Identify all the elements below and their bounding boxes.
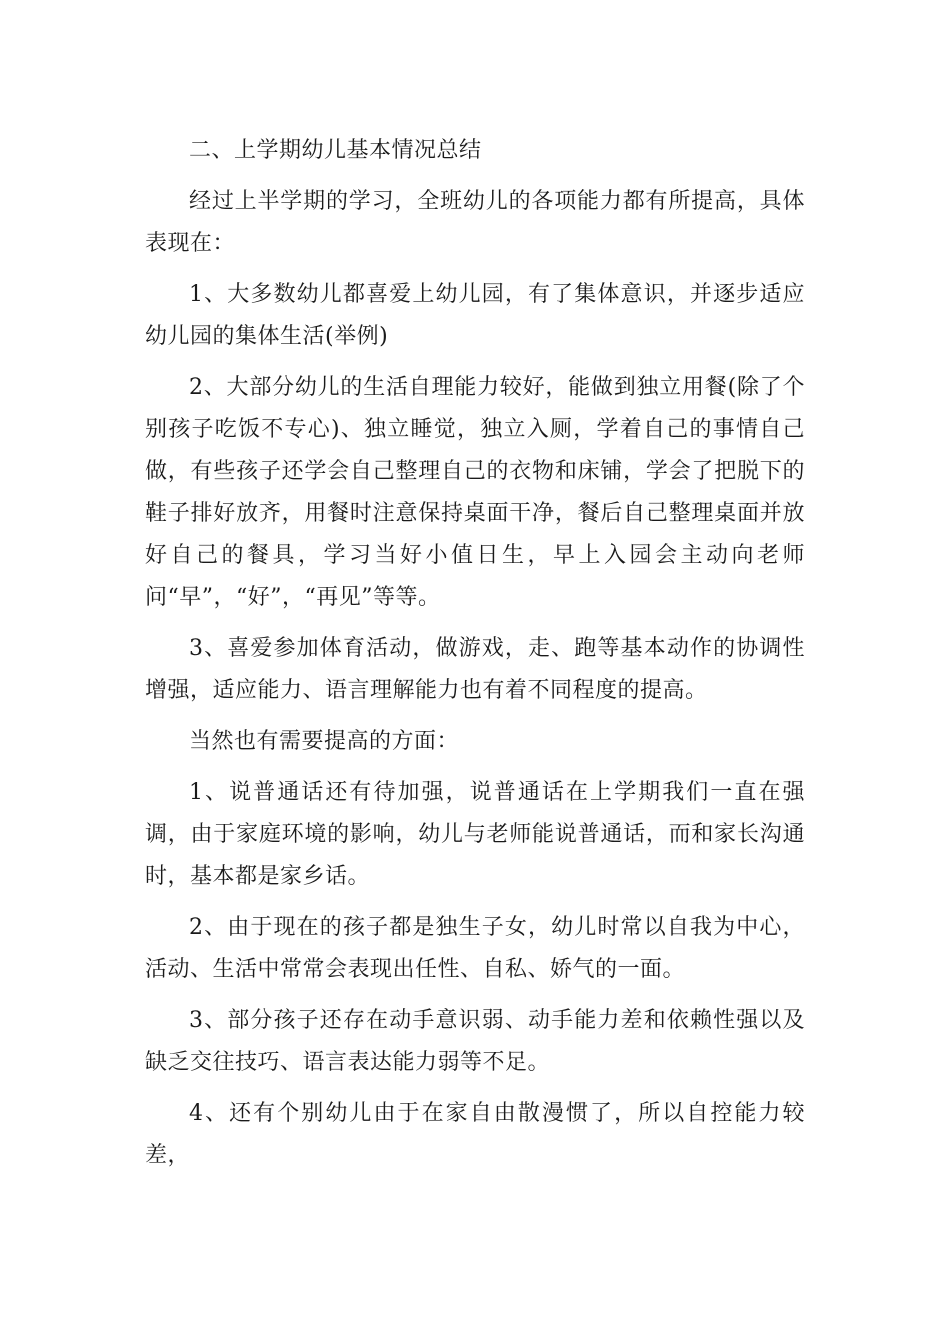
paragraph: 当然也有需要提高的方面： [189, 729, 460, 754]
paragraph: 4、还有个别幼儿由于在家自由散漫惯了，所以自控能力较差， [145, 1101, 805, 1168]
paragraph: 1、说普通话还有待加强，说普通话在上学期我们一直在强调，由于家庭环境的影响，幼儿与老师能说普通话，而和家长沟通时，基本都是家乡话。 [145, 780, 805, 889]
paragraph: 2、由于现在的孩子都是独生子女，幼儿时常以自我为中心，活动、生活中常常会表现出任性、自私、娇气的一面。 [145, 915, 805, 982]
paragraph: 1、大多数幼儿都喜爱上幼儿园，有了集体意识，并逐步适应幼儿园的集体生活(举例) [145, 282, 805, 349]
paragraph: 3、部分孩子还存在动手意识弱、动手能力差和依赖性强以及缺乏交往技巧、语言表达能力弱等不足。 [145, 1008, 805, 1075]
paragraph: 2、大部分幼儿的生活自理能力较好，能做到独立用餐(除了个别孩子吃饭不专心)、独立睡觉，独立入厕，学着自己的事情自己做，有些孩子还学会自己整理自己的衣物和床铺，学会了把脱下的鞋子排好放齐，用餐时注意保持桌面干净，餐后自己整理桌面并放好自己的餐具，学习当好小值日生，早上入园会主动向老师问“早”，“好”，“再见”等等。 [145, 375, 805, 610]
section-heading: 二、上学期幼儿基本情况总结 [189, 138, 482, 163]
paragraph: 3、喜爱参加体育活动，做游戏，走、跑等基本动作的协调性增强，适应能力、语言理解能力也有着不同程度的提高。 [145, 636, 805, 703]
paragraph: 经过上半学期的学习，全班幼儿的各项能力都有所提高，具体表现在： [145, 189, 805, 256]
document-page [145, 130, 805, 1186]
